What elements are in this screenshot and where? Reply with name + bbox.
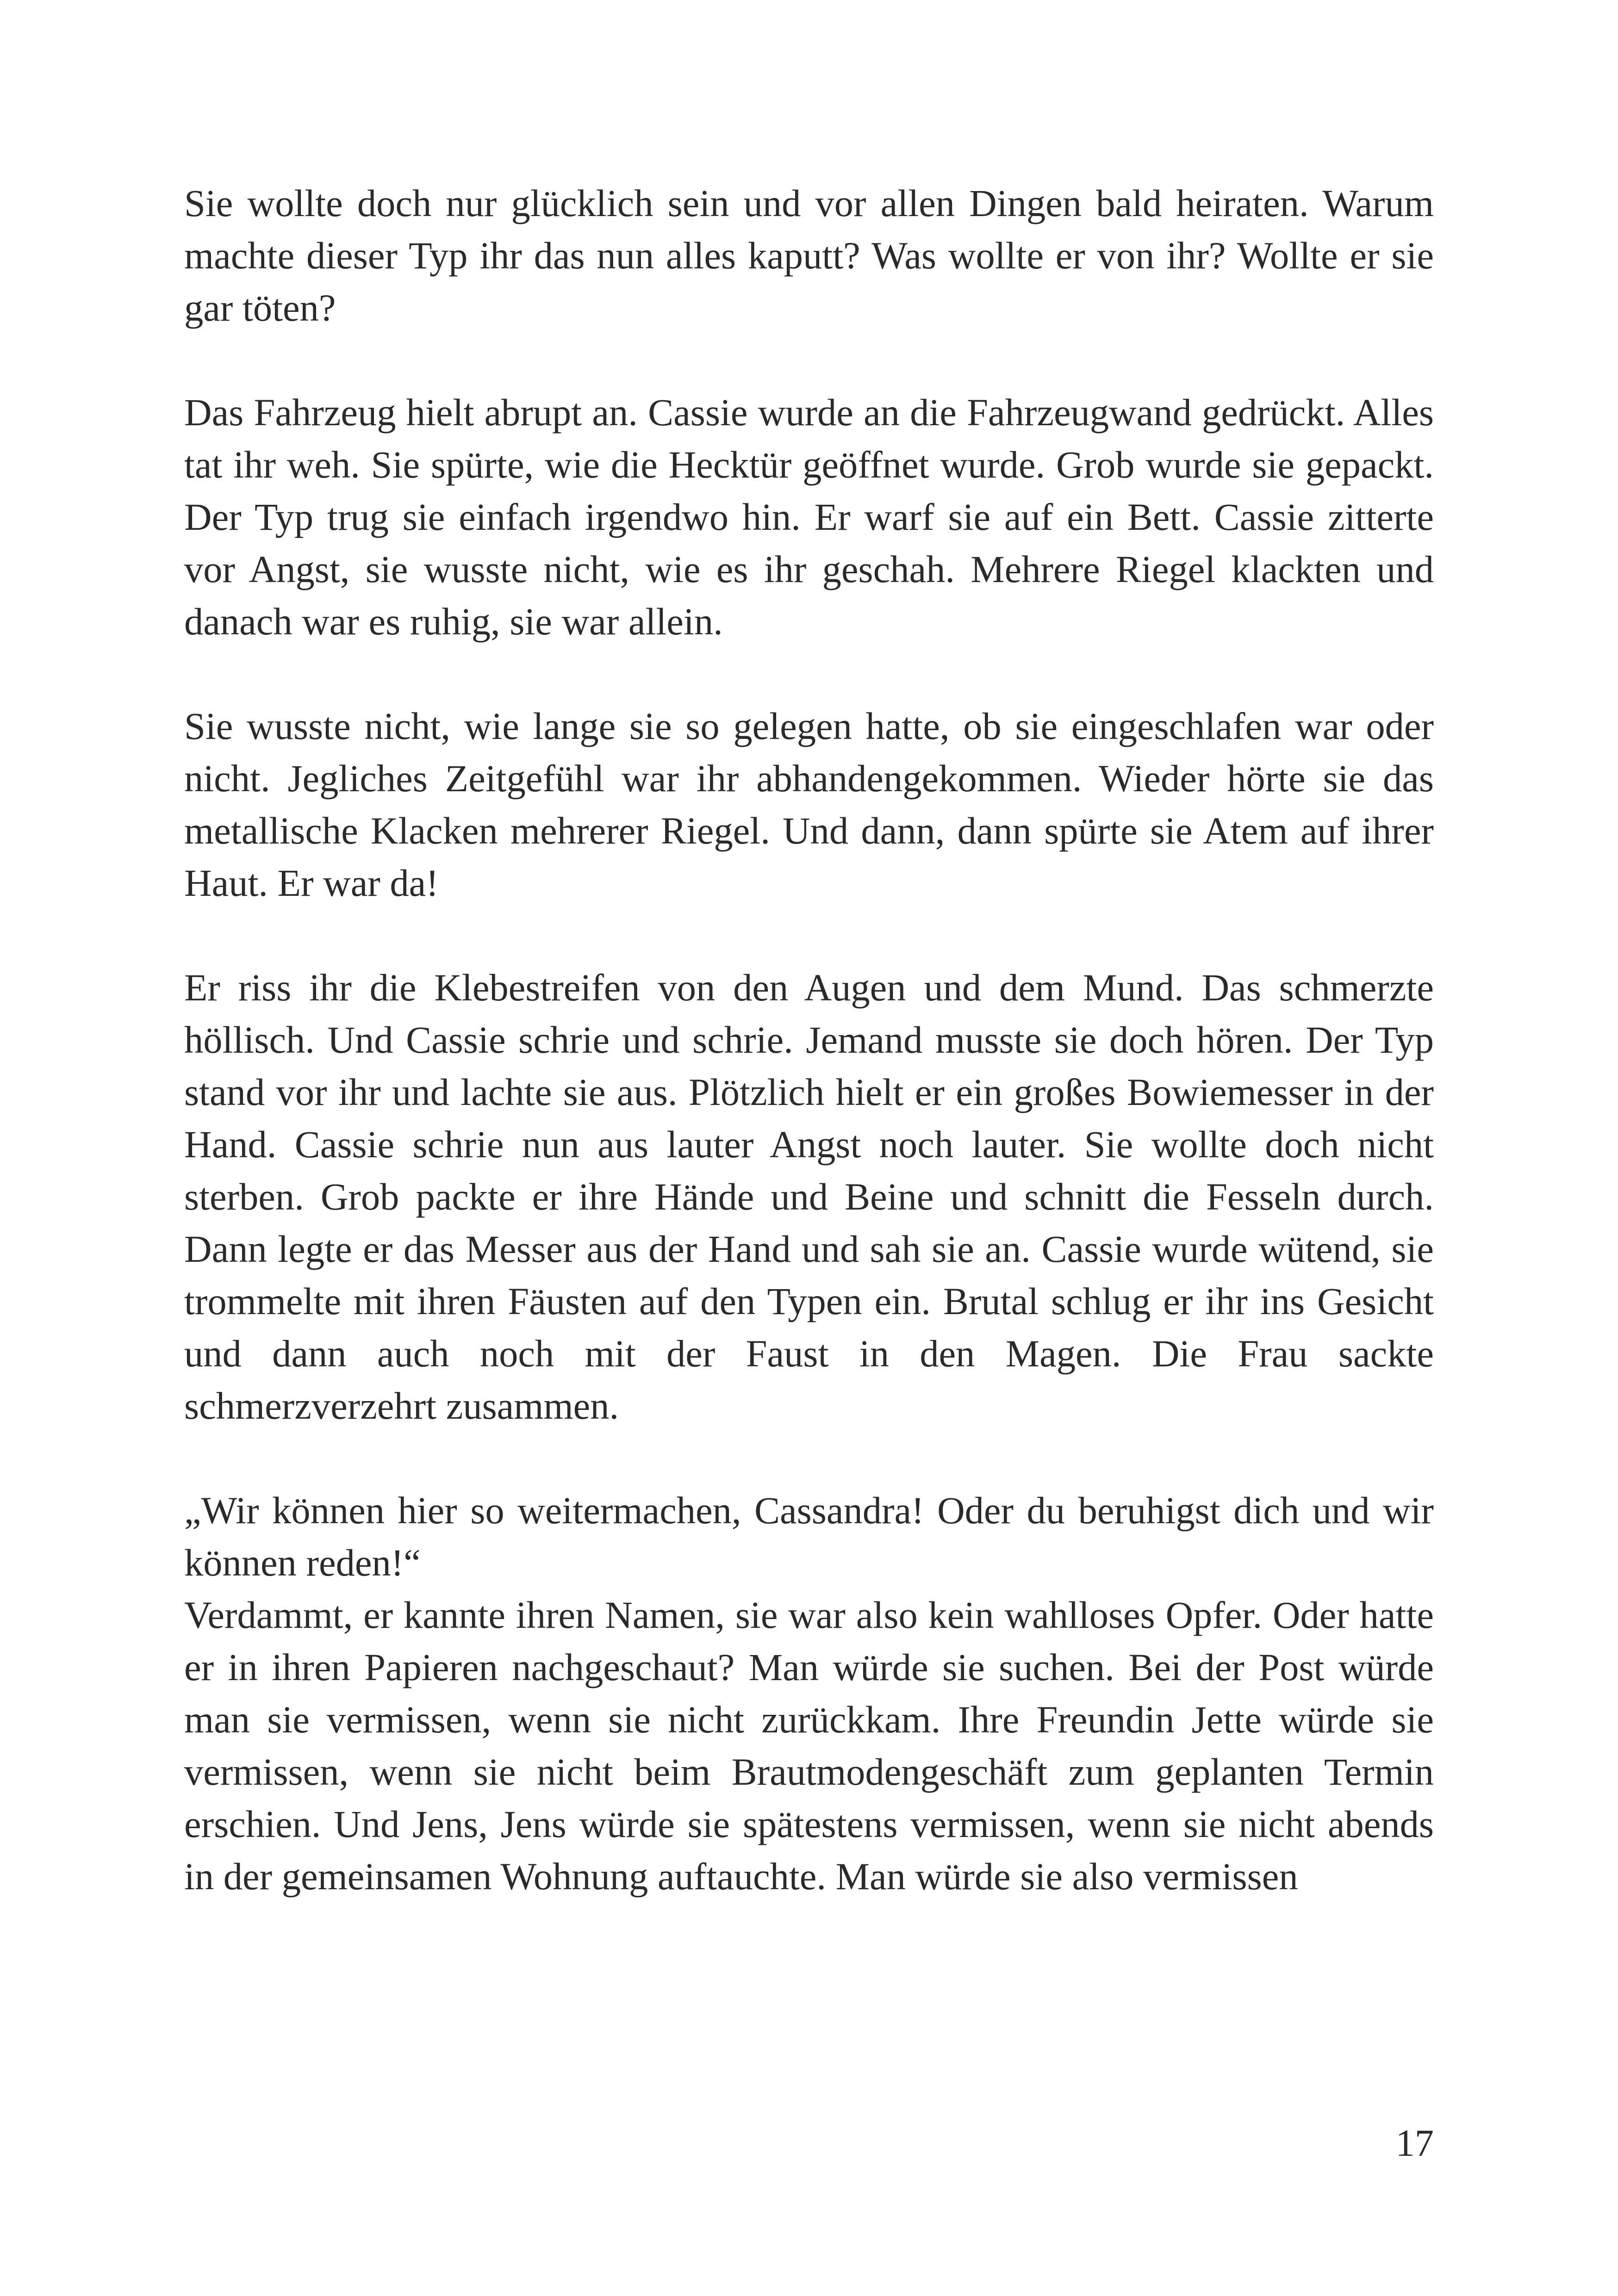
page-body [184, 177, 1434, 1903]
dialogue-paragraph: „Wir können hier so weitermachen, Cassandra! Oder du beruhigst dich und wir können reden!“ [184, 1489, 1434, 1584]
paragraph: Sie wusste nicht, wie lange sie so gelegen hatte, ob sie eingeschlafen war oder nicht. Jegliches Zeitgefühl war ihr abhandengekommen. Wieder hörte sie das metallische Klacken mehrerer Riegel. Und dann, dann spürte sie Atem auf ihrer Haut. Er war da! [184, 705, 1434, 904]
paragraph: Verdammt, er kannte ihren Namen, sie war also kein wahlloses Opfer. Oder hatte er in ihren Papieren nachgeschaut? Man würde sie suchen. Bei der Post würde man sie vermissen, wenn sie nicht zurückkam. Ihre Freundin Jette würde sie vermissen, wenn sie nicht beim Brautmodengeschäft zum geplanten Termin erschien. Und Jens, Jens würde sie spätestens vermissen, wenn sie nicht abends in der gemeinsamen Wohnung auftauchte. Man würde sie also vermissen [184, 1594, 1434, 1898]
paragraph: Er riss ihr die Klebestreifen von den Augen und dem Mund. Das schmerzte höllisch. Und Cassie schrie und schrie. Jemand musste sie doch hören. Der Typ stand vor ihr und lachte sie aus. Plötzlich hielt er ein großes Bowiemesser in der Hand. Cassie schrie nun aus lauter Angst noch lauter. Sie wollte doch nicht sterben. Grob packte er ihre Hände und Beine und schnitt die Fesseln durch. Dann legte er das Messer aus der Hand und sah sie an. Cassie wurde wütend, sie trommelte mit ihren Fäusten auf den Typen ein. Brutal schlug er ihr ins Gesicht und dann auch noch mit der Faust in den Magen. Die Frau sackte schmerzverzehrt zusammen. [184, 966, 1434, 1427]
paragraph: Sie wollte doch nur glücklich sein und vor allen Dingen bald heiraten. Warum machte dieser Typ ihr das nun alles kaputt? Was wollte er von ihr? Wollte er sie gar töten? [184, 182, 1434, 329]
page-number: 17 [1395, 2122, 1434, 2164]
paragraph: Das Fahrzeug hielt abrupt an. Cassie wurde an die Fahrzeugwand gedrückt. Alles tat ihr weh. Sie spürte, wie die Hecktür geöffnet wurde. Grob wurde sie gepackt. Der Typ trug sie einfach irgendwo hin. Er warf sie auf ein Bett. Cassie zitterte vor Angst, sie wusste nicht, wie es ihr geschah. Mehrere Riegel klackten und danach war es ruhig, sie war allein. [184, 391, 1434, 643]
